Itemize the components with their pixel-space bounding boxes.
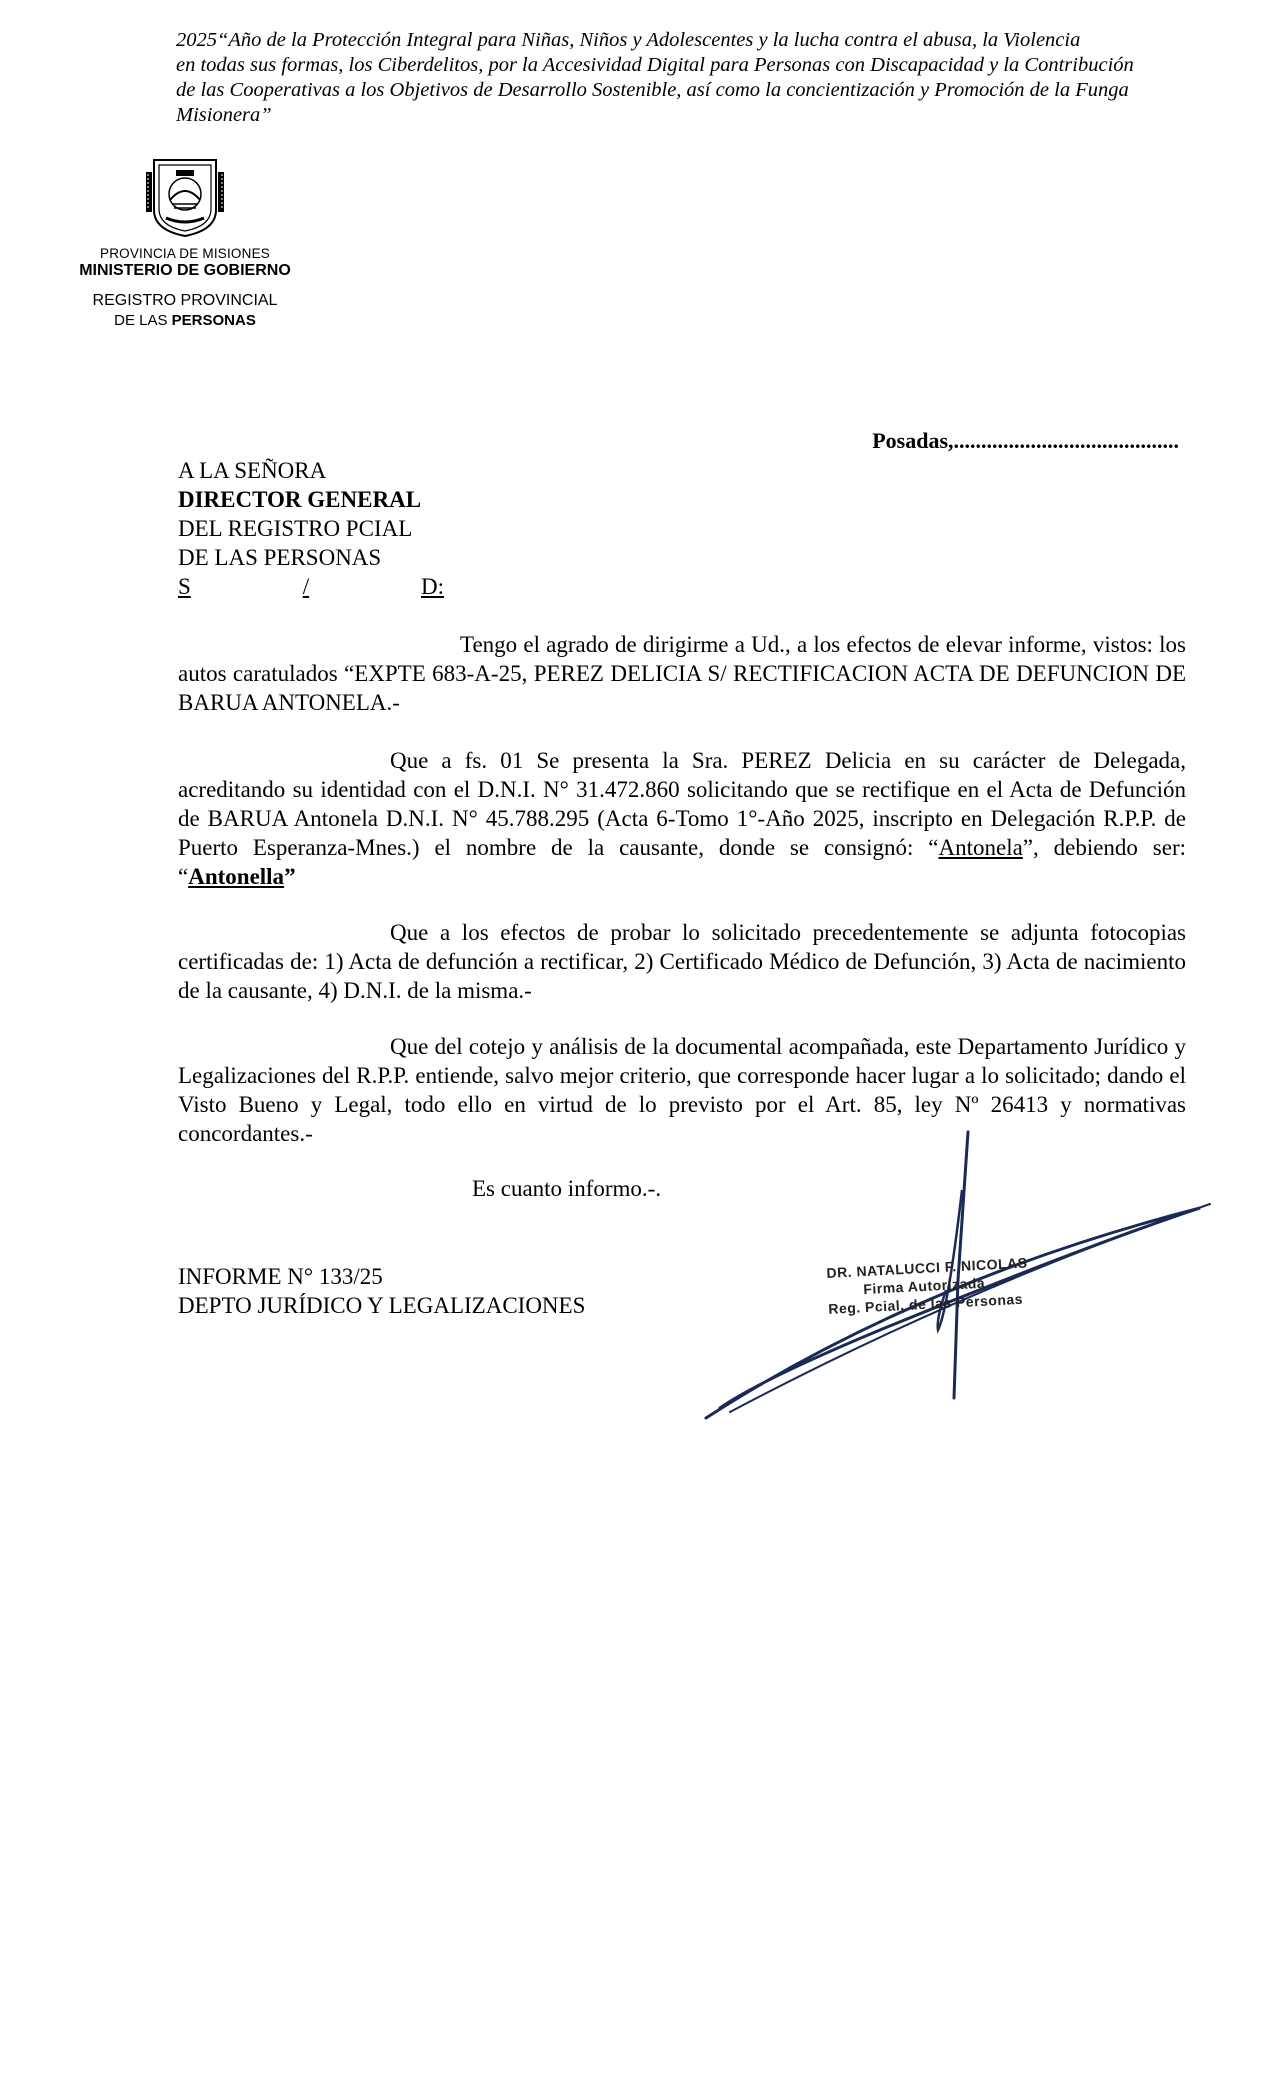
motto-line: en todas sus formas, los Ciberdelitos, por la Accesividad Digital para Personas con Discapacidad y la Contribución [176, 54, 1134, 76]
provincial-seal-icon [146, 152, 224, 238]
motto-line: de las Cooperativas a los Objetivos de Desarrollo Sostenible, así como la concientización y Promoción de la Funga [176, 79, 1129, 101]
report-number: INFORME N° 133/25 [178, 1264, 383, 1289]
paragraph-intro: Tengo el agrado de dirigirme a Ud., a los efectos de elevar informe, vistos: los autos caratulados “EXPTE 683-A-25, PEREZ DELICIA S/ RECTIFICACION ACTA DE DEFUNCION DE BARUA ANTONELA.- [178, 632, 1186, 715]
wrong-name: Antonela [938, 835, 1023, 860]
request-mid: ”, debiendo ser: “ [178, 835, 1187, 889]
request-text: Que a fs. 01 Se presenta la Sra. PEREZ Delicia en su carácter de Delegada, acreditando su identidad con el D.N.I. N° 31.472.860 solicitando que se rectifique en el Acta de Defunción de BARUA Antonela D.N.I. N° 45.788.295 (Acta 6-Tomo 1°-Año 2025, inscripto en Delegación R.P.P. de Puerto Esperanza-Mnes.) el nombre de la causante, donde se consignó: “ [178, 748, 1186, 860]
paragraph-attachments: Que a los efectos de probar lo solicitado precedentemente se adjunta fotocopias certificadas de: 1) Acta de defunción a rectificar, 2) Certificado Médico de Defunción, 3) Acta de nacimiento de la causante, 4) D.N.I. de la misma.- [178, 920, 1186, 1003]
sd-d: D: [421, 574, 444, 599]
place-date: Posadas,......................................... [872, 428, 1179, 453]
stamp-office: Reg. Pcial. de las Personas [827, 1290, 1024, 1317]
logo-registry-sub-prefix: DE LAS [114, 312, 172, 329]
motto-line: 2025“Año de la Protección Integral para Niñas, Niños y Adolescentes y la lucha contra el abusa, la Violencia [176, 29, 1081, 51]
logo-registry-sub [60, 312, 310, 329]
stamp-name: DR. NATALUCCI F. NICOLAS [826, 1254, 1028, 1281]
institution-logo [60, 152, 310, 329]
paragraph-resolution: Que del cotejo y análisis de la documental acompañada, este Departamento Jurídico y Legalizaciones del R.P.P. entiende, salvo mejor criterio, que corresponde hacer lugar a lo solicitado; dando el Visto Bueno y Legal, todo ello en virtud de lo previsto por el Art. 85, ley Nº 26413 y normativas concordantes.- [178, 1034, 1186, 1146]
sd-line [178, 572, 444, 601]
addressee-line: DE LAS PERSONAS [178, 545, 382, 570]
sd-s: S [178, 574, 191, 599]
logo-registry-sub-bold: PERSONAS [171, 312, 256, 329]
report-department: DEPTO JURÍDICO Y LEGALIZACIONES [178, 1293, 586, 1318]
addressee-line: DEL REGISTRO PCIAL [178, 516, 413, 541]
correct-name: Antonella [188, 864, 285, 889]
signature-stamp [826, 1253, 1030, 1317]
addressee-title: DIRECTOR GENERAL [178, 487, 422, 512]
report-reference [178, 1262, 585, 1320]
request-end: ” [284, 864, 296, 889]
paragraph-request [178, 746, 1186, 891]
logo-ministry: MINISTERIO DE GOBIERNO [79, 262, 291, 279]
addressee-line: A LA SEÑORA [178, 458, 327, 483]
sd-slash: / [302, 574, 310, 599]
logo-province: PROVINCIA DE MISIONES [100, 246, 270, 261]
logo-registry: REGISTRO PROVINCIAL [92, 292, 278, 309]
header-motto [176, 28, 1176, 128]
addressee-block [178, 456, 444, 601]
motto-line: Misionera” [176, 104, 272, 126]
stamp-role: Firma Autorizada [862, 1274, 986, 1298]
closing-line: Es cuanto informo.-. [472, 1176, 662, 1201]
